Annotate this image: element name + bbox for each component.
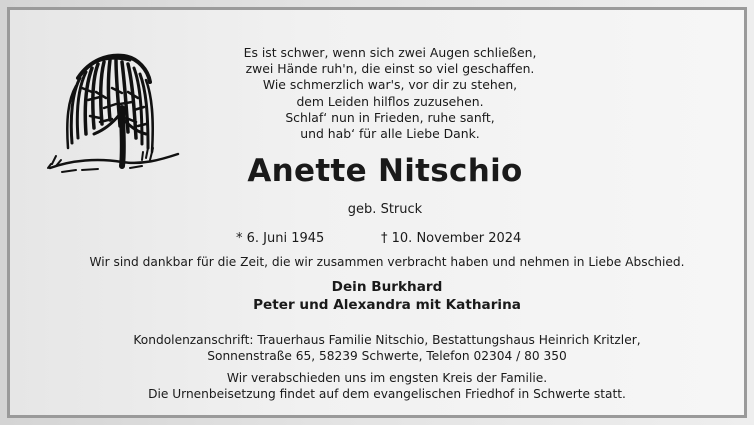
family-line: Peter und Alexandra mit Katharina <box>253 297 521 313</box>
poem-line: zwei Hände ruh'n, die einst so viel geschaffen. <box>245 61 535 77</box>
poem-line: Es ist schwer, wenn sich zwei Augen schließen, <box>243 45 537 60</box>
birth-date: * 6. Juni 1945 <box>236 231 325 246</box>
maiden-name: geb. Struck <box>347 202 423 217</box>
deceased-name: Anette Nitschio <box>247 153 523 189</box>
death-date: † 10. November 2024 <box>381 231 522 246</box>
family-signatures <box>160 278 614 314</box>
notes-line: Die Urnenbeisetzung findet auf dem evangelischen Friedhof in Schwerte statt. <box>148 387 626 402</box>
condolence-address <box>70 332 704 365</box>
obituary-frame <box>7 7 747 418</box>
condolence-line: Sonnenstraße 65, 58239 Schwerte, Telefon 02304 / 80 350 <box>207 349 567 364</box>
poem-line: Wie schmerzlich war's, vor dir zu stehen, <box>262 77 518 93</box>
poem-line: und hab‘ für alle Liebe Dank. <box>300 126 480 142</box>
poem-line: Schlaf‘ nun in Frieden, ruhe sanft, <box>285 109 495 125</box>
condolence-line: Kondolenzanschrift: Trauerhaus Familie Nitschio, Bestattungshaus Heinrich Kritzler, <box>133 333 641 347</box>
notes-line: Wir verabschieden uns im engsten Kreis der Familie. <box>226 371 548 385</box>
funeral-notes <box>70 370 704 403</box>
family-line: Dein Burkhard <box>331 279 443 295</box>
poem <box>210 45 570 142</box>
thanks-text: Wir sind dankbar für die Zeit, die wir zusammen verbracht haben und nehmen in Liebe Abschied. <box>89 255 685 269</box>
weeping-willow-icon <box>42 48 182 183</box>
poem-line: dem Leiden hilflos zuzusehen. <box>296 93 484 109</box>
